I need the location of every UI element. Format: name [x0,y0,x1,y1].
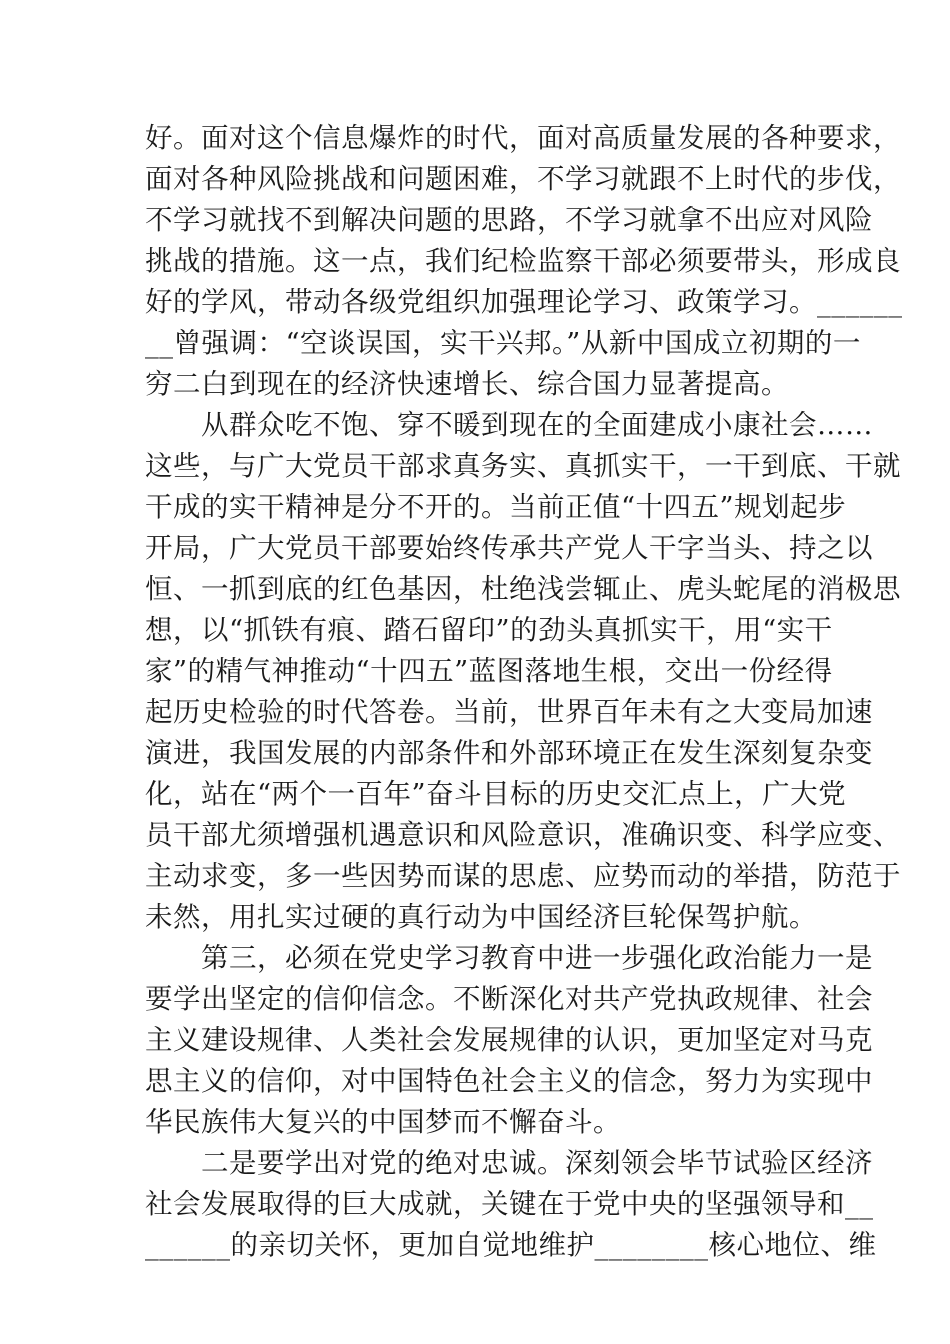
text-line: 演进，我国发展的内部条件和外部环境正在发生深刻复杂变 [145,737,873,769]
text-line: 主义建设规律、人类社会发展规律的认识，更加坚定对马克 [145,1024,873,1056]
text-line: 挑战的措施。这一点，我们纪检监察干部必须要带头，形成良 [145,245,901,277]
text-line: 二是要学出对党的绝对忠诚。深刻领会毕节试验区经济 [145,1147,873,1179]
text-line: 员干部尤须增强机遇意识和风险意识，准确识变、科学应变、 [145,819,901,851]
text-line: 恒、一抓到底的红色基因，杜绝浅尝辄止、虎头蛇尾的消极思 [145,573,901,605]
text-line: 干成的实干精神是分不开的。当前正值“十四五”规划起步 [145,491,847,523]
text-line: 主动求变，多一些因势而谋的思虑、应势而动的举措，防范于 [145,860,901,892]
text-line: 未然，用扎实过硬的真行动为中国经济巨轮保驾护航。 [145,901,817,933]
text-line: 穷二白到现在的经济快速增长、综合国力显著提高。 [145,368,789,400]
text-line: 好。面对这个信息爆炸的时代，面对高质量发展的各种要求， [145,122,901,154]
text-line: 社会发展取得的巨大成就，关键在于党中央的坚强领导和__ [145,1188,874,1220]
text-line: 家”的精气神推动“十四五”蓝图落地生根，交出一份经得 [145,655,833,687]
text-line: 思主义的信仰，对中国特色社会主义的信念，努力为实现中 [145,1065,873,1097]
text-line: 这些，与广大党员干部求真务实、真抓实干，一干到底、干就 [145,450,901,482]
text-line: 开局，广大党员干部要始终传承共产党人干字当头、持之以 [145,532,873,564]
text-line: 化，站在“两个一百年”奋斗目标的历史交汇点上，广大党 [145,778,847,810]
text-line: ______的亲切关怀，更加自觉地维护________核心地位、维 [145,1229,877,1261]
text-line: 想，以“抓铁有痕、踏石留印”的劲头真抓实干，用“实干 [145,614,833,646]
text-line: 不学习就找不到解决问题的思路，不学习就拿不出应对风险 [145,204,873,236]
text-line: 从群众吃不饱、穿不暖到现在的全面建成小康社会…… [145,409,873,441]
text-line: 起历史检验的时代答卷。当前，世界百年未有之大变局加速 [145,696,873,728]
body-text [145,118,903,1266]
text-line: 好的学风，带动各级党组织加强理论学习、政策学习。______ [145,286,903,318]
text-line: 第三，必须在党史学习教育中进一步强化政治能力一是 [145,942,873,974]
text-line: 面对各种风险挑战和问题困难，不学习就跟不上时代的步伐， [145,163,901,195]
text-line: __曾强调：“空谈误国，实干兴邦。”从新中国成立初期的一 [145,327,861,359]
text-line: 华民族伟大复兴的中国梦而不懈奋斗。 [145,1106,621,1138]
text-line: 要学出坚定的信仰信念。不断深化对共产党执政规律、社会 [145,983,873,1015]
